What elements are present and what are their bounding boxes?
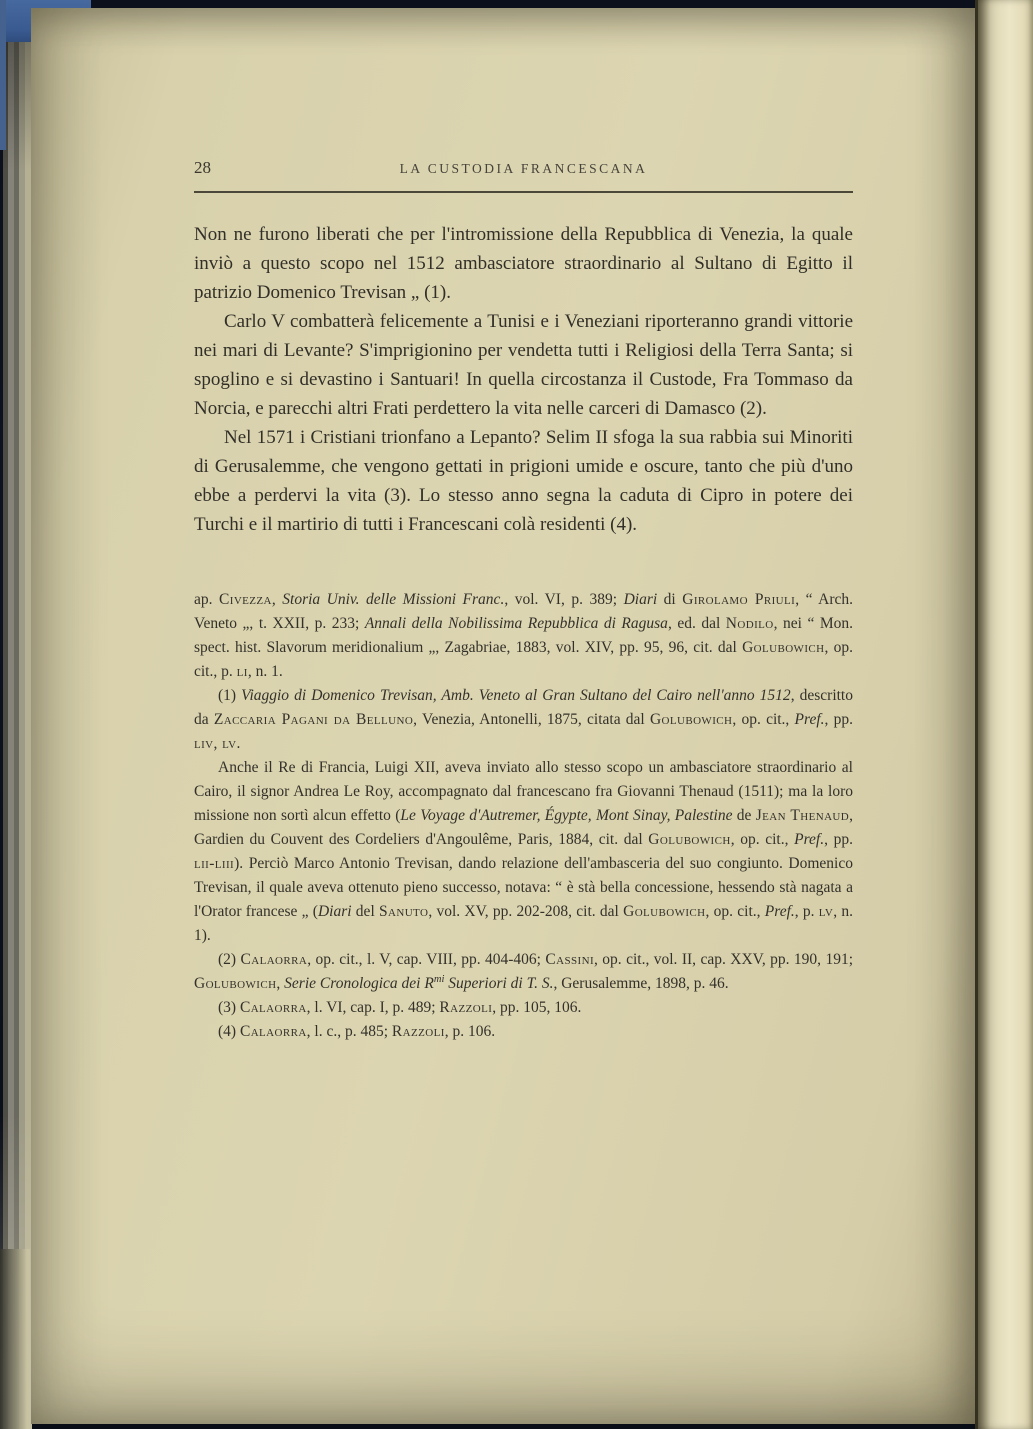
text-segment: , op. cit., [730,831,795,848]
text-segment: del [351,903,379,920]
text-segment: Calaorra [240,951,308,968]
text-segment: (2) [218,951,241,968]
text-segment: Golubowich [742,639,825,656]
text-segment: Non ne furono liberati che per l'intromissione della Repubblica di Venezia, la quale inviò a questo scopo nel 1512 ambasciatore straordinario al Sultano di Egitto il patrizio Domenico Trevisan „ (1). [194,224,853,303]
text-segment: , vol. VI, p. 389; [504,591,624,608]
footnote-paragraph [194,684,853,756]
text-segment: Girolamo Priuli [682,591,796,608]
body-paragraph [194,220,853,307]
text-segment: Zaccaria Pagani da Belluno [213,711,414,728]
text-segment: , l. VI, cap. I, p. 489; [306,999,440,1016]
page-number: 28 [194,158,211,177]
body-text [194,220,853,539]
text-segment: , “ Arch. Veneto „, t. XXII, p. 233; [194,591,853,632]
footnote-paragraph [194,948,853,996]
text-segment: Calaorra [239,1023,307,1040]
text-segment: Diari [623,591,658,608]
text-segment: (4) [218,1023,240,1040]
text-segment: , op. cit., p. [194,639,854,680]
text-segment: Carlo V combatterà felicemente a Tunisi e i Veneziani riporteranno grandi vittorie nei mari di Levante? S'imprigionino per vendetta tutti i Religiosi della Terra Santa; si spoglino e si devastino i Santuari! In quella circostanza il Custode, Fra Tommaso da Norcia, e parecchi altri Frati perdettero la vita nelle carceri di Damasco (2). [194,311,853,419]
text-segment: Serie Cronologica dei R [284,975,434,992]
page-edges-left [0,0,32,1429]
text-segment: , p. 106. [444,1023,496,1040]
header-rule [194,191,853,193]
footnote-paragraph [194,756,853,948]
text-segment: Viaggio di Domenico Trevisan, Amb. Veneto al Gran Sultano del Cairo nell'anno 1512 [241,687,791,704]
page-seam-shadow [975,0,978,1429]
text-segment: de [732,807,756,824]
text-segment: , ed. dal [667,615,726,632]
text-segment: , op. cit., l. V, cap. VIII, pp. 404-406; [307,951,546,968]
text-segment: Superiori di T. S. [444,975,554,992]
text-segment: Storia Univ. delle Missioni Franc. [282,591,505,608]
text-segment: , pp. 105, 106. [492,999,582,1016]
text-segment: , [271,591,283,608]
book-page [31,8,975,1424]
text-segment: Anche il Re di Francia, Luigi XII, aveva inviato allo stesso scopo un ambasciatore straordinario al Cairo, il signor Andrea Le Roy, accompagnato dal francescano fra Giovanni Thenaud (1511); ma la loro missione non sortì alcun effetto ( [194,759,853,824]
text-segment: Golubowich [194,975,277,992]
bottom-page-corners [0,1249,30,1429]
text-segment: , op. cit., [732,711,795,728]
text-segment: Razzoli [391,1023,445,1040]
text-segment: Civezza [219,591,272,608]
cover-edge-sliver [0,0,6,150]
text-segment: Diari [317,903,352,920]
footnotes [194,588,853,1044]
text-segment: , n. 1). [194,903,853,944]
text-segment: . [236,735,241,752]
text-segment: , Gardien du Couvent des Cordeliers d'Angoulême, Paris, 1884, cit. dal [194,807,853,848]
text-segment: , descritto da [194,687,853,728]
text-segment: Annali della Nobilissima Repubblica di Ragusa [364,615,668,632]
text-segment: Cassini [545,951,595,968]
text-segment: , n. 1. [247,663,283,680]
text-segment: , vol. XV, pp. 202-208, cit. dal [428,903,624,920]
text-segment: ap. [194,591,220,608]
text-segment: , op. cit., vol. II, cap. XXV, pp. 190, 191; [594,951,854,968]
text-segment: Pref. [794,831,825,848]
text-segment: , Gerusalemme, 1898, p. 46. [553,975,729,992]
edge-shading [0,0,32,1429]
footnote-paragraph [194,996,853,1020]
running-title: LA CUSTODIA FRANCESCANA [399,161,648,176]
text-segment: mi [433,973,445,985]
text-segment: li [236,663,248,680]
text-segment: Razzoli [439,999,493,1016]
text-segment: lv [818,903,834,920]
page-header [194,158,853,182]
adjacent-page-edge [975,0,1033,1429]
text-segment: , op. cit., [705,903,765,920]
text-segment: Le Voyage d'Autremer, Égypte, Mont Sinay, Palestine [400,807,733,824]
text-segment: Golubowich [623,903,706,920]
text-segment: lii-liii [194,855,235,872]
text-segment: Nel 1571 i Cristiani trionfano a Lepanto? Selim II sfoga la sua rabbia sui Minoriti di Gerusalemme, che vengono gettati in prigioni umide e oscure, tanto che più d'uno ebbe a perdervi la vita (3). Lo stesso anno segna la caduta di Cipro in potere dei Turchi e il martirio di tutti i Francescani colà residenti (4). [194,427,853,535]
body-paragraph [194,423,853,539]
text-segment: Pref. [794,711,825,728]
text-segment: Calaorra [239,999,307,1016]
text-segment: , pp. [824,711,853,728]
text-segment: (1) [218,687,242,704]
body-paragraph [194,307,853,423]
text-segment: , l. c., p. 485; [306,1023,392,1040]
text-segment: Golubowich [649,711,733,728]
text-segment: Pref. [764,903,795,920]
text-segment: Sanuto [379,903,429,920]
text-segment: (3) [218,999,240,1016]
footnote-paragraph [194,588,853,684]
text-segment: Golubowich [648,831,731,848]
text-segment: , p. [794,903,819,920]
text-segment: , [276,975,285,992]
text-segment: Nodilo [725,615,774,632]
text-segment: , nei “ Mon. spect. hist. Slavorum meridionalium „, Zagabriae, 1883, vol. XIV, pp. 95, 96, cit. dal [194,615,853,656]
text-segment: , Venezia, Antonelli, 1875, citata dal [413,711,650,728]
text-segment: ). Perciò Marco Antonio Trevisan, dando relazione dell'ambasceria del suo congiunto. Domenico Trevisan, il quale aveva ottenuto pieno successo, notava: “ è stà bella concessione, hessendo stà nagata a l'Orator francese „ ( [194,855,853,920]
page-content [31,8,975,1424]
text-segment: , pp. [824,831,854,848]
text-segment: Jean Thenaud [755,807,850,824]
text-segment: liv, lv [194,735,237,752]
text-segment: di [657,591,683,608]
footnote-paragraph [194,1020,853,1044]
